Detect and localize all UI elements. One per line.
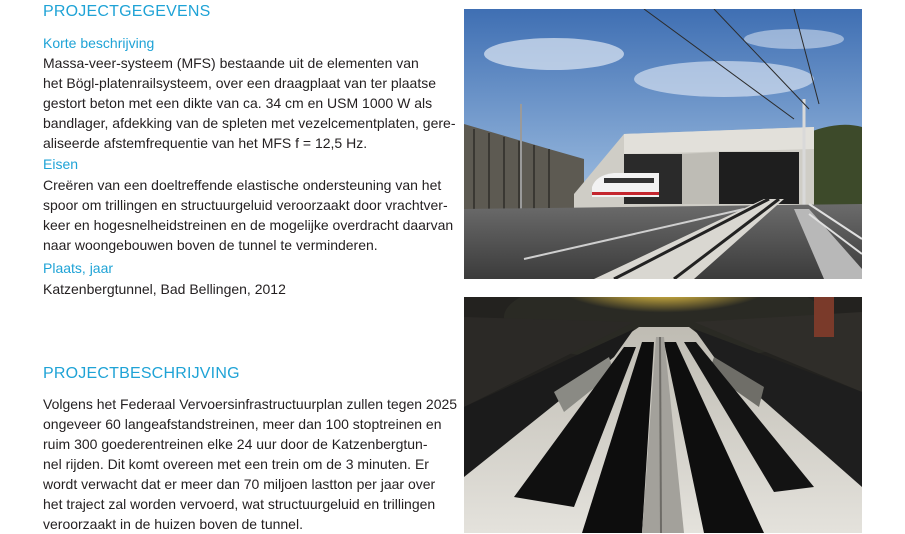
requirements-line: spoor om trillingen en structuurgeluid veroorzaakt door vrachtver- xyxy=(43,197,448,213)
body-line: wordt verwacht dat er meer dan 70 miljoen lastton per jaar over xyxy=(43,476,436,492)
tunnel-interior-illustration xyxy=(464,297,862,533)
tunnel-interior-photo xyxy=(464,297,862,533)
tunnel-portal-illustration xyxy=(464,9,862,279)
description-line: bandlager, afdekking van de spleten met vezelcementplaten, gere- xyxy=(43,115,456,131)
project-description-text xyxy=(43,394,457,534)
body-line: ruim 300 goederentreinen elke 24 uur door de Katzenbergtun- xyxy=(43,436,428,452)
section-heading-projectbeschrijving: PROJECTBESCHRIJVING xyxy=(43,365,240,382)
tunnel-portal-photo xyxy=(464,9,862,279)
body-line: ongeveer 60 langeafstandstreinen, meer dan 100 stoptreinen en xyxy=(43,416,442,432)
requirements-line: keer en hogesnelheidstreinen en de mogelijke overdracht daarvan xyxy=(43,217,454,233)
requirements-line: Creëren van een doeltreffende elastische ondersteuning van het xyxy=(43,177,442,193)
requirements-label: Eisen xyxy=(43,156,79,172)
section-heading-projectgegevens: PROJECTGEGEVENS xyxy=(43,3,211,20)
body-line: Volgens het Federaal Vervoersinfrastructuurplan zullen tegen 2025 xyxy=(43,396,458,412)
description-line: aliseerde afstemfrequentie van het MFS f = 12,5 Hz. xyxy=(43,135,368,151)
body-line: veroorzaakt in de huizen boven de tunnel. xyxy=(43,516,303,532)
body-line: het traject zal worden vervoerd, wat structuurgeluid en trillingen xyxy=(43,496,436,512)
place-label: Plaats, jaar xyxy=(43,260,114,276)
body-line: nel rijden. Dit komt overeen met een trein om de 3 minuten. Er xyxy=(43,456,429,472)
description-line: Massa-veer-systeem (MFS) bestaande uit de elementen van xyxy=(43,55,419,71)
requirements-text xyxy=(43,175,453,255)
description-label: Korte beschrijving xyxy=(43,35,155,51)
description-line: het Bögl-platenrailsysteem, over een draagplaat van ter plaatse xyxy=(43,75,437,91)
description-text xyxy=(43,53,456,153)
requirements-line: naar woongebouwen boven de tunnel te verminderen. xyxy=(43,237,378,253)
place-line: Katzenbergtunnel, Bad Bellingen, 2012 xyxy=(43,281,286,297)
description-line: gestort beton met een dikte van ca. 34 cm en USM 1000 W als xyxy=(43,95,433,111)
place-value xyxy=(43,279,286,299)
